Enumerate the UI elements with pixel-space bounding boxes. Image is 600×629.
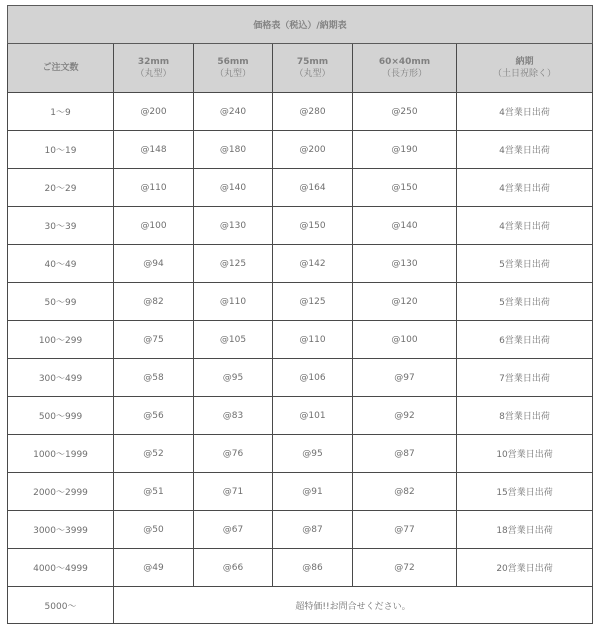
cell-32mm: @110 [114,169,194,207]
cell-quantity: 2000～2999 [8,473,114,511]
cell-32mm: @50 [114,511,194,549]
table-row-contact [8,587,593,624]
header-60x40mm: 60×40mm （長方形） [353,44,457,93]
cell-quantity: 3000～3999 [8,511,114,549]
cell-56mm: @105 [194,321,273,359]
cell-quantity: 100～299 [8,321,114,359]
cell-delivery: 6営業日出荷 [457,321,593,359]
table-body [8,93,593,587]
cell-60x40mm: @100 [353,321,457,359]
cell-quantity: 1～9 [8,93,114,131]
cell-75mm: @86 [273,549,353,587]
cell-quantity: 10～19 [8,131,114,169]
cell-quantity: 20～29 [8,169,114,207]
cell-75mm: @142 [273,245,353,283]
cell-56mm: @125 [194,245,273,283]
table-row [8,169,593,207]
header-32mm: 32mm （丸型） [114,44,194,93]
cell-quantity: 1000～1999 [8,435,114,473]
cell-56mm: @180 [194,131,273,169]
cell-delivery: 15営業日出荷 [457,473,593,511]
cell-32mm: @51 [114,473,194,511]
cell-delivery: 4営業日出荷 [457,131,593,169]
cell-delivery: 20営業日出荷 [457,549,593,587]
table-title: 価格表（税込）/納期表 [8,6,593,44]
cell-32mm: @200 [114,93,194,131]
cell-56mm: @71 [194,473,273,511]
table-row [8,511,593,549]
cell-quantity: 30～39 [8,207,114,245]
cell-75mm: @200 [273,131,353,169]
cell-75mm: @87 [273,511,353,549]
cell-56mm: @95 [194,359,273,397]
cell-75mm: @91 [273,473,353,511]
cell-56mm: @130 [194,207,273,245]
cell-32mm: @75 [114,321,194,359]
cell-32mm: @52 [114,435,194,473]
table-row [8,549,593,587]
cell-quantity: 5000～ [8,587,114,624]
table-row [8,245,593,283]
cell-56mm: @83 [194,397,273,435]
cell-60x40mm: @140 [353,207,457,245]
cell-60x40mm: @92 [353,397,457,435]
table-row [8,131,593,169]
header-56mm: 56mm （丸型） [194,44,273,93]
cell-delivery: 8営業日出荷 [457,397,593,435]
cell-32mm: @148 [114,131,194,169]
cell-quantity: 300～499 [8,359,114,397]
cell-quantity: 4000～4999 [8,549,114,587]
cell-60x40mm: @150 [353,169,457,207]
cell-60x40mm: @77 [353,511,457,549]
header-delivery: 納期 （土日祝除く） [457,44,593,93]
cell-75mm: @280 [273,93,353,131]
table-title-row [8,6,593,44]
cell-delivery: 4営業日出荷 [457,93,593,131]
cell-60x40mm: @82 [353,473,457,511]
cell-56mm: @110 [194,283,273,321]
cell-32mm: @56 [114,397,194,435]
cell-75mm: @106 [273,359,353,397]
cell-quantity: 500～999 [8,397,114,435]
cell-delivery: 18営業日出荷 [457,511,593,549]
price-delivery-table [7,5,593,624]
table-row [8,93,593,131]
cell-75mm: @95 [273,435,353,473]
cell-60x40mm: @130 [353,245,457,283]
cell-32mm: @94 [114,245,194,283]
contact-note: 超特価!!お問合せください。 [114,587,593,624]
table-row [8,207,593,245]
table-row [8,321,593,359]
cell-56mm: @76 [194,435,273,473]
table-row [8,397,593,435]
cell-60x40mm: @97 [353,359,457,397]
cell-delivery: 7営業日出荷 [457,359,593,397]
cell-75mm: @101 [273,397,353,435]
cell-75mm: @164 [273,169,353,207]
cell-56mm: @67 [194,511,273,549]
header-quantity: ご注文数 [8,44,114,93]
cell-32mm: @100 [114,207,194,245]
cell-32mm: @58 [114,359,194,397]
cell-32mm: @49 [114,549,194,587]
cell-75mm: @125 [273,283,353,321]
cell-60x40mm: @120 [353,283,457,321]
cell-60x40mm: @190 [353,131,457,169]
header-75mm: 75mm （丸型） [273,44,353,93]
cell-60x40mm: @87 [353,435,457,473]
cell-delivery: 4営業日出荷 [457,207,593,245]
cell-56mm: @240 [194,93,273,131]
table-row [8,473,593,511]
table-row [8,283,593,321]
cell-56mm: @140 [194,169,273,207]
cell-delivery: 10営業日出荷 [457,435,593,473]
cell-quantity: 50～99 [8,283,114,321]
cell-32mm: @82 [114,283,194,321]
cell-quantity: 40～49 [8,245,114,283]
cell-75mm: @110 [273,321,353,359]
cell-delivery: 5営業日出荷 [457,283,593,321]
cell-delivery: 5営業日出荷 [457,245,593,283]
column-header-row [8,44,593,93]
table-row [8,359,593,397]
cell-75mm: @150 [273,207,353,245]
cell-60x40mm: @250 [353,93,457,131]
table-row [8,435,593,473]
cell-60x40mm: @72 [353,549,457,587]
cell-delivery: 4営業日出荷 [457,169,593,207]
cell-56mm: @66 [194,549,273,587]
